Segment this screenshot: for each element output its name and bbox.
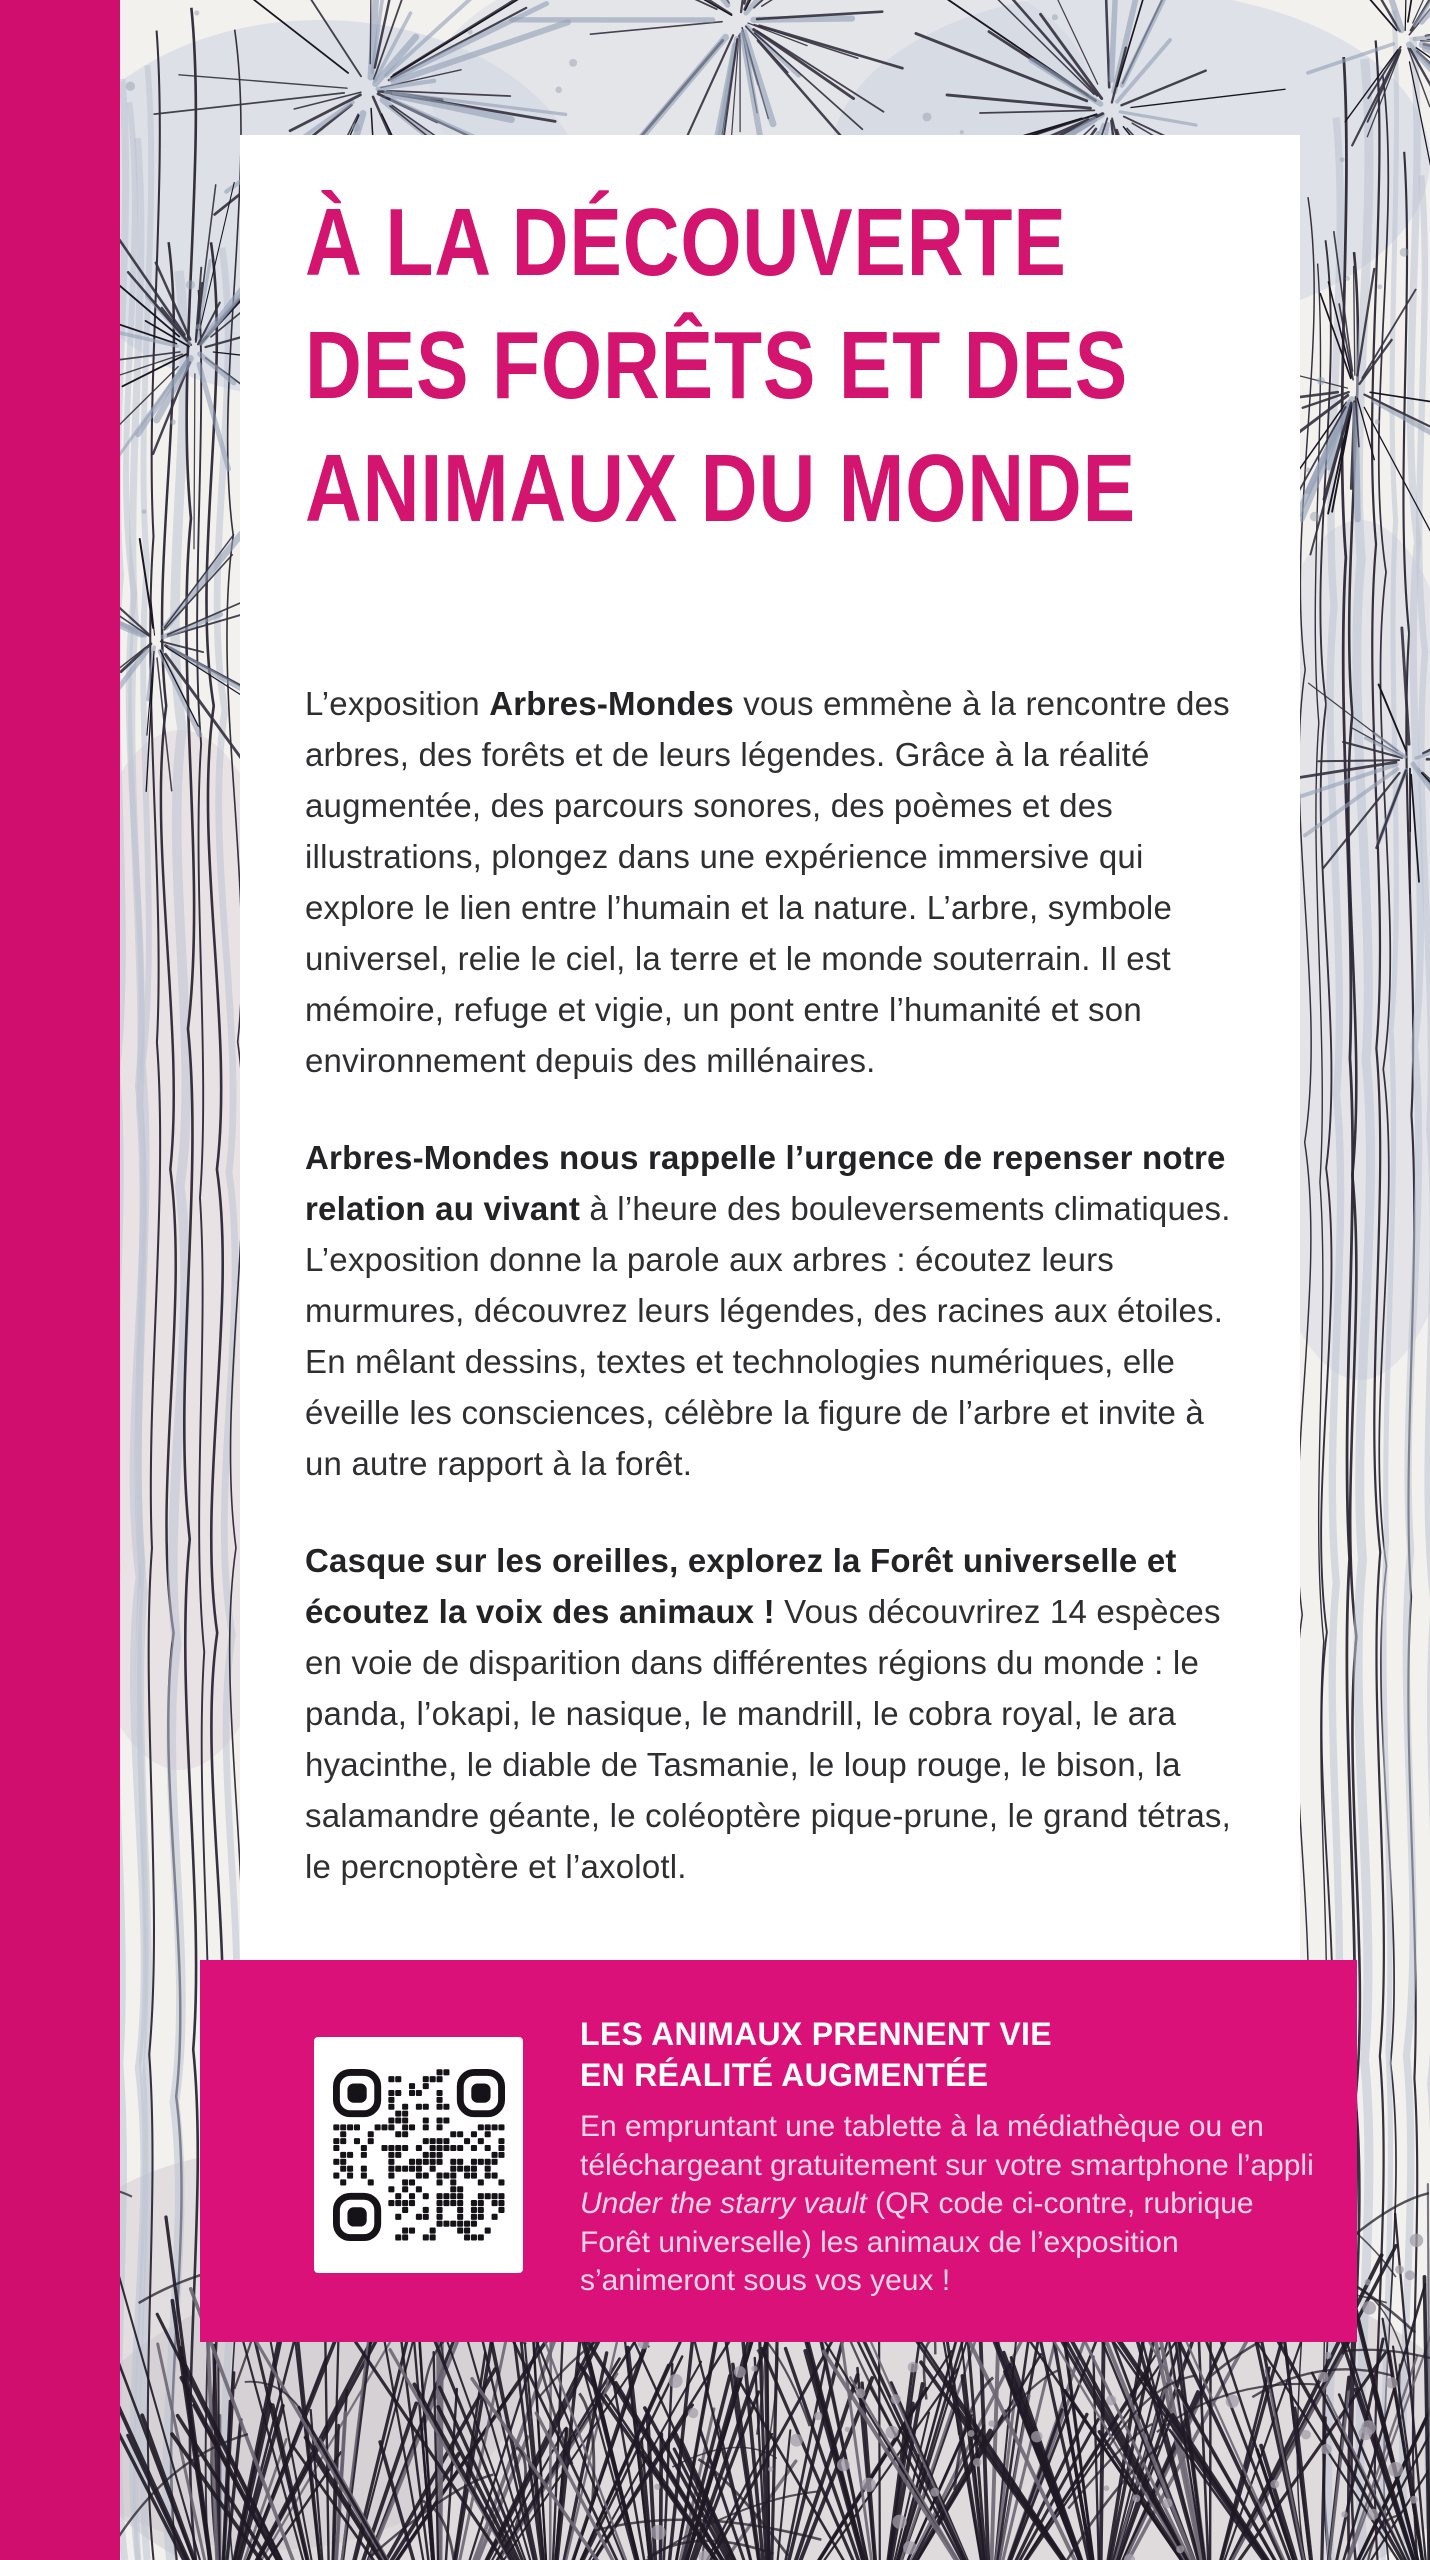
pink-sidebar <box>0 0 120 2560</box>
title-line: DES FORÊTS ET DES <box>305 312 1129 419</box>
callout-heading-line: EN RÉALITÉ AUGMENTÉE <box>580 2057 989 2093</box>
callout-heading-line: LES ANIMAUX PRENNENT VIE <box>580 2016 1052 2052</box>
content-card <box>240 135 1300 1960</box>
body-text <box>305 678 1250 1892</box>
callout-heading <box>580 2014 1325 2096</box>
title-line: À LA DÉCOUVERTE <box>305 189 1067 296</box>
body-paragraph: L’exposition Arbres-Mondes vous emmène à la rencontre des arbres, des forêts et de leurs légendes. Grâce à la réalité augmentée, des parcours sonores, des poèmes et des illustrations, plongez dans une expérience immersive qui explore le lien entre l’humain et la nature. L’arbre, symbole universel, relie le ciel, la terre et le monde souterrain. Il est mémoire, refuge et vigie, un pont entre l’humanité et son environnement depuis des millénaires. <box>305 685 1230 1079</box>
callout-text <box>580 2014 1325 2301</box>
ar-callout-box <box>200 1960 1357 2342</box>
qr-code <box>314 2037 523 2273</box>
title-line: ANIMAUX DU MONDE <box>305 435 1136 542</box>
qr-code-icon <box>333 2069 505 2241</box>
body-paragraph: Casque sur les oreilles, explorez la Forêt universelle et écoutez la voix des animaux ! Vous découvrirez 14 espèces en voie de disparition dans différentes régions du monde : le panda, l’okapi, le nasique, le mandrill, le cobra royal, le ara hyacinthe, le diable de Tasmanie, le loup rouge, le bison, la salamandre géante, le coléoptère pique-prune, le grand tétras, le percnoptère et l’axolotl. <box>305 1542 1231 1885</box>
body-paragraph: Arbres-Mondes nous rappelle l’urgence de repenser notre relation au vivant à l’heure des bouleversements climatiques. L’exposition donne la parole aux arbres : écoutez leurs murmures, découvrez leurs légendes, des racines aux étoiles. En mêlant dessins, textes et technologies numériques, elle éveille les consciences, célèbre la figure de l’arbre et invite à un autre rapport à la forêt. <box>305 1139 1231 1482</box>
callout-body: En empruntant une tablette à la médiathèque ou en téléchargeant gratuitement sur votre smartphone l’appli Under the starry vault (QR code ci-contre, rubrique Forêt universelle) les animaux de l’exposition s’animeront sous vos yeux ! <box>580 2110 1314 2297</box>
page-title <box>305 181 1136 550</box>
